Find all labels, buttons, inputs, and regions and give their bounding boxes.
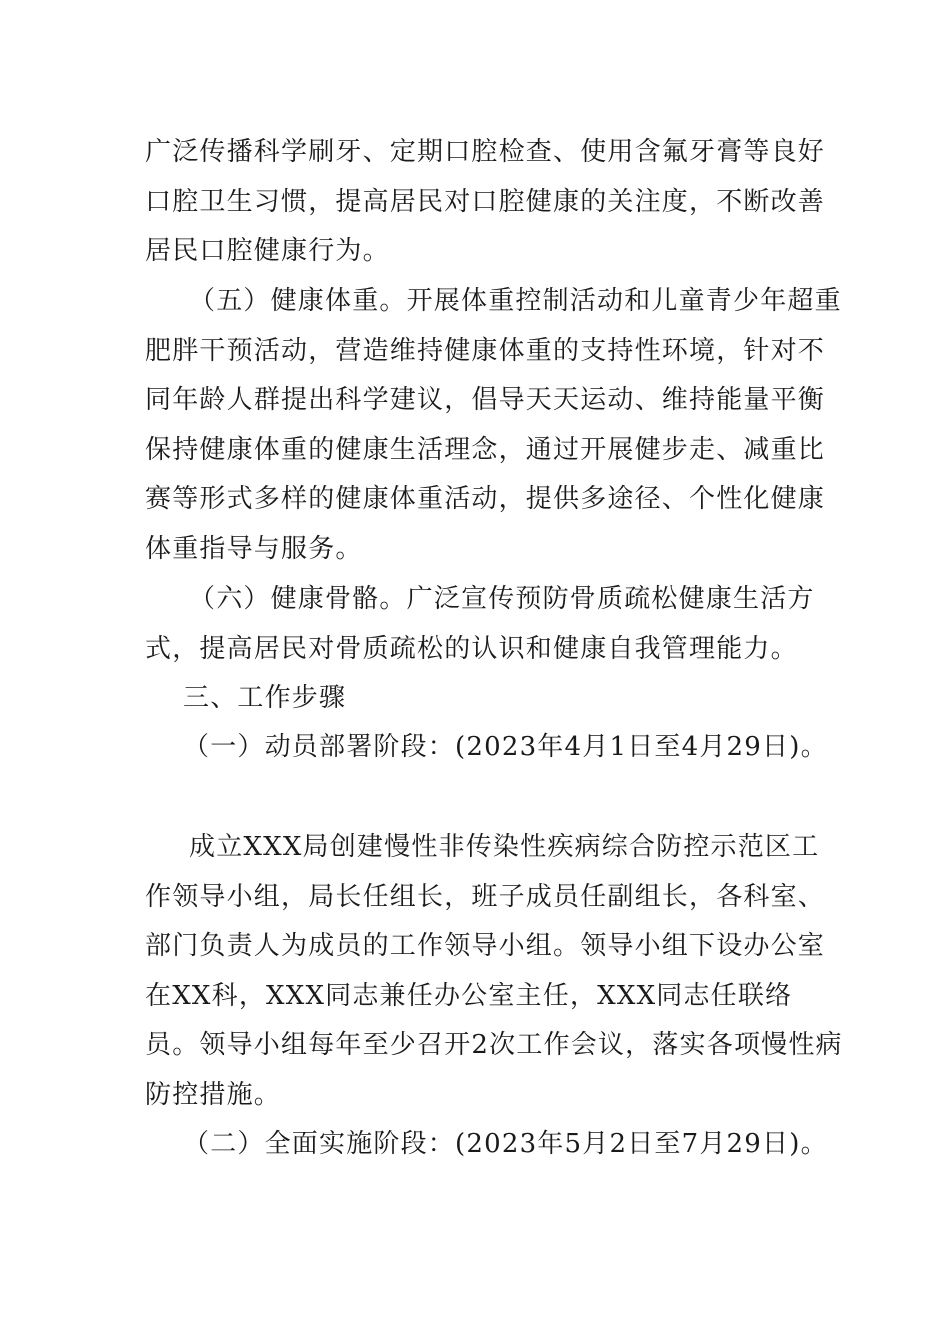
paragraph-healthy-bones: （六）健康骨骼。广泛宣传预防骨质疏松健康生活方式，提高居民对骨质疏松的认识和健康自我管理能力。 <box>145 584 815 664</box>
subheading-implementation-stage: （二）全面实施阶段：(2023年5月2日至7月29日)。 <box>183 1129 828 1159</box>
paragraph-leadership-group: 成立XXX局创建慢性非传染性疾病综合防控示范区工作领导小组，局长任组长，班子成员任副组长，各科室、部门负责人为成员的工作领导小组。领导小组下设办公室在XX科，XXX同志兼任办公室主任，XXX同志任联络员。领导小组每年至少召开2次工作会议，落实各项慢性病防控措施。 <box>145 832 843 1110</box>
section-heading-work-steps: 三、工作步骤 <box>183 683 347 713</box>
paragraph-oral-health-continued: 广泛传播科学刷牙、定期口腔检查、使用含氟牙膏等良好口腔卫生习惯，提高居民对口腔健康的关注度，不断改善居民口腔健康行为。 <box>145 137 826 266</box>
subheading-mobilization-stage: （一）动员部署阶段：(2023年4月1日至4月29日)。 <box>183 732 828 762</box>
paragraph-healthy-weight: （五）健康体重。开展体重控制活动和儿童青少年超重肥胖干预活动，营造维持健康体重的支持性环境，针对不同年龄人群提出科学建议，倡导天天运动、维持能量平衡保持健康体重的健康生活理念，通过开展健步走、减重比赛等形式多样的健康体重活动，提供多途径、个性化健康体重指导与服务。 <box>145 286 842 564</box>
